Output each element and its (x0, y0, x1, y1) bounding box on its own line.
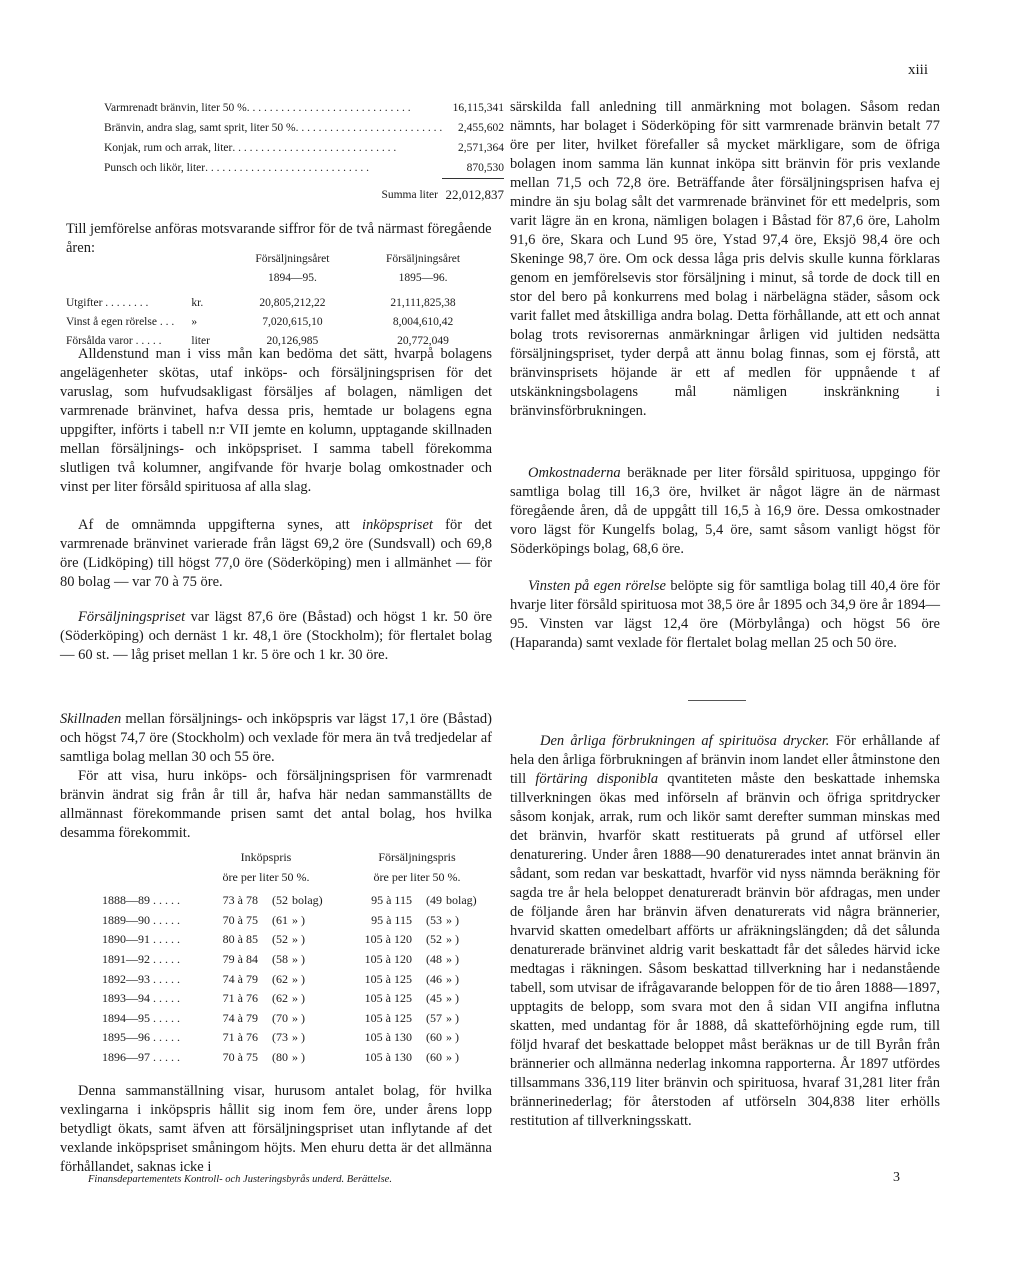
price-cell-bu: » ) (292, 1030, 305, 1045)
sales-sum: Summa liter 22,012,837 (381, 187, 504, 202)
paragraph-denna: Denna sammanställning visar, hurusom antalet bolag, för hvilka vexlingarna i inköpspris hållit sig inom fem öre, under årens lopp betydligt ökats, samt äfven att försäljningspriset utan inflytande af det vexlande inköpspriset småningom höjts. Men ehuru detta är det allmänna förhållandet, saknas icke i (60, 1083, 492, 1175)
paragraph-omkostnaderna: Omkostnaderna beräknade per liter försåld spirituosa, uppgingo för samtliga bolag till 16,3 öre, hvilket är något lägre än de närmast föregående åren, då de uppgått till 16,5 à 16,9 öre. Dessa omkostnader voro lägst för Kungelfs bolag, 5,4 öre, samt såsom vanligt högst för Söderköpings bolag, 68,6 öre. (510, 465, 941, 557)
compare-intro: Till jemförelse anföras motsvarande siffror för de två närmast föregående åren: (66, 221, 492, 256)
price-cell-sell: 105 à 130 (364, 1030, 412, 1045)
page-number: xiii (907, 62, 928, 78)
price-cell-sell: 105 à 125 (364, 991, 412, 1006)
paragraph-for-att-visa: För att visa, huru inköps- och försäljningsprisen för varmrenadt bränvin ändrat sig från år till år, hafva här nedan sammanställts de allmännast förekommande prisen samt det antal bolag, hos hvilka desamma förekommit. (60, 768, 492, 841)
price-cell-year: 1891—92 (102, 951, 150, 966)
paragraph-vinsten: Vinsten på egen rörelse belöpte sig för samtliga bolag till 40,4 öre för hvarje liter försåld spirituosa mot 38,5 öre år 1895 och 34,9 öre år 1894—95. Vinsten var lägst 12,4 öre (Mörbylånga) och högst 56 öre (Haparanda) samt vexlade för flertalet bolag mellan 25 och 50 öre. (510, 578, 941, 651)
price-cell-sell: 105 à 130 (364, 1049, 412, 1064)
price-cell-su: bolag) (446, 893, 477, 908)
price-cell-buy: 70 à 75 (222, 1049, 258, 1064)
table-row: Försålda varor . . . . . liter 20,126,985 20,772,049 (66, 335, 449, 347)
price-row: 1890—91 . . . . . 80 à 85 (52 » ) 105 à 120 (52 » ) (102, 932, 459, 947)
compare-header: Försäljningsåret 1894—95. Försäljningsåret 1895—96. (255, 253, 461, 284)
price-cell-sn: (45 (426, 991, 442, 1006)
price-cell-bu: » ) (292, 932, 305, 947)
price-row: 1889—90 . . . . . 70 à 75 (61 » ) 95 à 115 (53 » ) (102, 912, 459, 927)
price-row: 1891—92 . . . . . 79 à 84 (58 » ) 105 à 120 (48 » ) (102, 951, 459, 966)
price-cell-su: » ) (446, 991, 459, 1006)
page-footer: Finansdepartementets Kontroll- och Justeringsbyrås underd. Berättelse. (88, 1174, 392, 1185)
compare-table (66, 250, 492, 351)
price-cell-buy: 71 à 76 (222, 1030, 258, 1045)
sales-row: Punsch och likör, liter . . . 870,530 (104, 158, 504, 179)
sales-list (104, 98, 504, 205)
price-row: 1893—94 . . . . . 71 à 76 (62 » ) 105 à 125 (45 » ) (102, 991, 459, 1006)
price-cell-year: 1893—94 (102, 991, 150, 1006)
price-cell-bn: (62 (272, 971, 288, 986)
price-cell-buy: 79 à 84 (222, 951, 258, 966)
price-cell-buy: 70 à 75 (222, 912, 258, 927)
price-cell-buy: 74 à 79 (222, 1010, 258, 1025)
paragraph-sarskilda: särskilda fall anledning till anmärkning mot bolagen. Såsom redan nämnts, har bolaget i Söderköping för sitt varmrenade bränvin betalt 77 öre per liter, hvilket förefaller så mycket märkligare, som de öfriga bolagen inom samma län kunnat inköpa sitt bränvin för pris vexlande mellan 71,5 och 72,8 öre. Beträffande åter försäljningsprisen hafva ej mindre än sju bolag sålt det varmrenade bränvinet för ett medelpris, som varit lägre än en krona, nämligen bolagen i Båstad för 87,6 öre, Laholm 91,6 öre, Skara och Lund 95 öre, Ystad 97,4 öre, Eksjö 98,4 öre och Skeninge 98,7 öre. Om ock dessa låga pris delvis skulle kunna förklaras genom en jemförelsevis stor försäljning i minut, så torde de dock till en stor del bero på konkurrens med bolag i närbelägna städer, såsom ock varit fallet med åtskilliga andra bolag. Detta förhållande, att ett och annat bolag trots revisorernas anmärkningar årligen vid jultiden nedsätta försäljningspriset, tyder derpå att ännu bolag finnas, som ej förstå, att bränvinsprisets höjande är ett af medlen för uppnående t af utskänkningsbolagens mål nämligen inskränkning i bränvinsförbrukningen. (510, 99, 940, 419)
price-cell-year: 1892—93 (102, 971, 150, 986)
table-row: Vinst å egen rörelse . . . » 7,020,615,10 8,004,610,42 (66, 316, 454, 328)
price-cell-year: 1888—89 (102, 893, 150, 908)
price-cell-buy: 80 à 85 (222, 932, 258, 947)
price-cell-bu: » ) (292, 971, 305, 986)
price-cell-sell: 95 à 115 (371, 912, 412, 927)
price-cell-sn: (48 (426, 951, 442, 966)
price-cell-bn: (58 (272, 951, 288, 966)
sales-row: Bränvin, andra slag, samt sprit, liter 50 % . . . 2,455,602 (104, 118, 504, 138)
price-cell-sn: (46 (426, 971, 442, 986)
price-cell-sell: 105 à 125 (364, 971, 412, 986)
sales-row: Varmrenadt bränvin, liter 50 % . . . 16,115,341 (104, 98, 504, 118)
section-divider (688, 700, 746, 701)
price-cell-bn: (61 (272, 912, 288, 927)
sales-row: Konjak, rum och arrak, liter . . . 2,571,364 (104, 138, 504, 158)
page-number-bottom: 3 (893, 1170, 900, 1185)
price-cell-year: 1890—91 (102, 932, 150, 947)
price-cell-year: 1895—96 (102, 1030, 150, 1045)
price-table (96, 848, 484, 1068)
price-header: Inköpspris öre per liter 50 %. Försäljningspris öre per liter 50 %. (222, 850, 461, 884)
price-cell-sell: 105 à 120 (364, 951, 412, 966)
price-cell-sell: 105 à 120 (364, 932, 412, 947)
table-row: Utgifter . . . . . . . . kr. 20,805,212,22 21,111,825,38 (66, 297, 456, 309)
price-cell-bu: » ) (292, 912, 305, 927)
price-cell-sn: (60 (426, 1030, 442, 1045)
price-cell-bn: (62 (272, 991, 288, 1006)
price-cell-buy: 73 à 78 (222, 893, 258, 908)
price-cell-year: 1894—95 (102, 1010, 150, 1025)
price-cell-su: » ) (446, 951, 459, 966)
paragraph-arliga-forbrukningen: Den årliga förbrukningen af spirituösa drycker. För erhållande af hela den årliga förbrukningen af bränvin inom landet eller åtminstone den till förtäring disponibla qvantiteten måste den beskattade inhemska tillverkningen ökas med införseln af bränvin och öfriga spritdrycker såsom konjak, arrak, rum och likör samt derefter summan minskas med det bränvin, hvarför skatt restituerats på grund af utförsel eller denaturering. Under åren 1888—90 denaturerades intet annat bränvin än sådant, som redan var beskattadt, hvarför vid nyss nämnda beräkning för sagda tre år hela beloppet denatureradt bränvin bör afdragas, men under de följande åren har bränvin äfven denaturerats vid några brännerier, hvarvid skatten omedelbart afförts ur afräkningslängden; då det sålunda denaturerade bränvinet aldrig varit beskattadt får det således härvid icke medtagas i räkningen. Såsom beskattad tillverkning har i nedanstående tabell, som utvisar de ifrågavarande beloppen för de tio åren 1888—1897, upptagits de belopp, som svara mot den å sidan VII angifna influtna skatten, med undantag för år 1888, då skatteförhöjning egde rum, till följd hvaraf det beskattade beloppet måst beräknas ur de till Byrån från brännerier och allmänna nederlag inkomna rapporterna. År 1897 utfördes tillsammans 336,119 liter bränvin och spirituosa, hvaraf 31,281 liter från brännerinederlag; för återstoden af utförseln 304,838 liter erhölls restitution af tillverkningsskatt. (510, 733, 940, 1129)
price-cell-sn: (49 (426, 893, 442, 908)
price-cell-bn: (52 (272, 893, 288, 908)
price-cell-bn: (70 (272, 1010, 288, 1025)
price-cell-bn: (73 (272, 1030, 288, 1045)
price-cell-bu: » ) (292, 951, 305, 966)
price-cell-buy: 71 à 76 (222, 991, 258, 1006)
paragraph-forsaljningspriset: Försäljningspriset var lägst 87,6 öre (Båstad) och högst 1 kr. 50 öre (Söderköping) och dernäst 1 kr. 48,1 öre (Stockholm); för flertalet bolag — 60 st. — låg priset mellan 1 kr. 5 öre och 1 kr. 30 öre. (60, 609, 493, 663)
price-cell-su: » ) (446, 1030, 459, 1045)
price-cell-sn: (57 (426, 1010, 442, 1025)
price-cell-bu: bolag) (292, 893, 323, 908)
paragraph-inkopspriset: Af de omnämnda uppgifterna synes, att inköpspriset för det varmrenade bränvinet varierade från lägst 69,2 öre (Sundsvall) och 69,8 öre (Lidköping) till högst 77,0 öre (Söderköping) men i allmänhet — för 80 bolag — var 70 à 75 öre. (60, 517, 493, 590)
price-cell-sell: 95 à 115 (371, 893, 412, 908)
price-row: 1892—93 . . . . . 74 à 79 (62 » ) 105 à 125 (46 » ) (102, 971, 459, 986)
price-cell-year: 1889—90 (102, 912, 150, 927)
price-row: 1894—95 . . . . . 74 à 79 (70 » ) 105 à 125 (57 » ) (102, 1010, 459, 1025)
price-cell-sn: (60 (426, 1049, 442, 1064)
price-cell-bu: » ) (292, 991, 305, 1006)
price-row: 1896—97 . . . . . 70 à 75 (80 » ) 105 à 130 (60 » ) (102, 1049, 459, 1064)
price-row: 1895—96 . . . . . 71 à 76 (73 » ) 105 à 130 (60 » ) (102, 1030, 459, 1045)
price-row: 1888—89 . . . . . 73 à 78 (52 bolag) 95 à 115 (49 bolag) (102, 893, 477, 908)
price-cell-su: » ) (446, 1010, 459, 1025)
price-cell-su: » ) (446, 912, 459, 927)
paragraph-alldenstund: Alldenstund man i viss mån kan bedöma det sätt, hvarpå bolagens angelägenheter skötas, utaf inköps- och försäljningsprisen för det varuslag, som hufvudsakligast försäljes af bolagen, nämligen det varmrenade bränvinet, hafva dessa pris, hemtade ur bolagens egna uppgifter, införts i tabell n:r VII jemte en kolumn, upptagande skillnaden mellan försäljnings- och inköpspriset. I samma tabell förekomma slutligen två kolumner, angifvande för hvarje bolag omkostnader och vinst per liter försåld spirituosa af alla slag. (60, 346, 492, 495)
price-cell-su: » ) (446, 932, 459, 947)
paragraph-skillnaden: Skillnaden mellan försäljnings- och inköpspris var lägst 17,1 öre (Båstad) och högst 74,7 öre (Stockholm) och vexlade för mera än två tredjedelar af samtliga bolag mellan 30 och 55 öre. (60, 711, 492, 765)
price-cell-su: » ) (446, 1049, 459, 1064)
price-cell-sn: (53 (426, 912, 442, 927)
price-cell-sn: (52 (426, 932, 442, 947)
price-cell-bu: » ) (292, 1049, 305, 1064)
price-cell-buy: 74 à 79 (222, 971, 258, 986)
price-cell-bu: » ) (292, 1010, 305, 1025)
price-cell-sell: 105 à 125 (364, 1010, 412, 1025)
price-cell-year: 1896—97 (102, 1049, 150, 1064)
price-cell-su: » ) (446, 971, 459, 986)
price-cell-bn: (80 (272, 1049, 288, 1064)
price-cell-bn: (52 (272, 932, 288, 947)
